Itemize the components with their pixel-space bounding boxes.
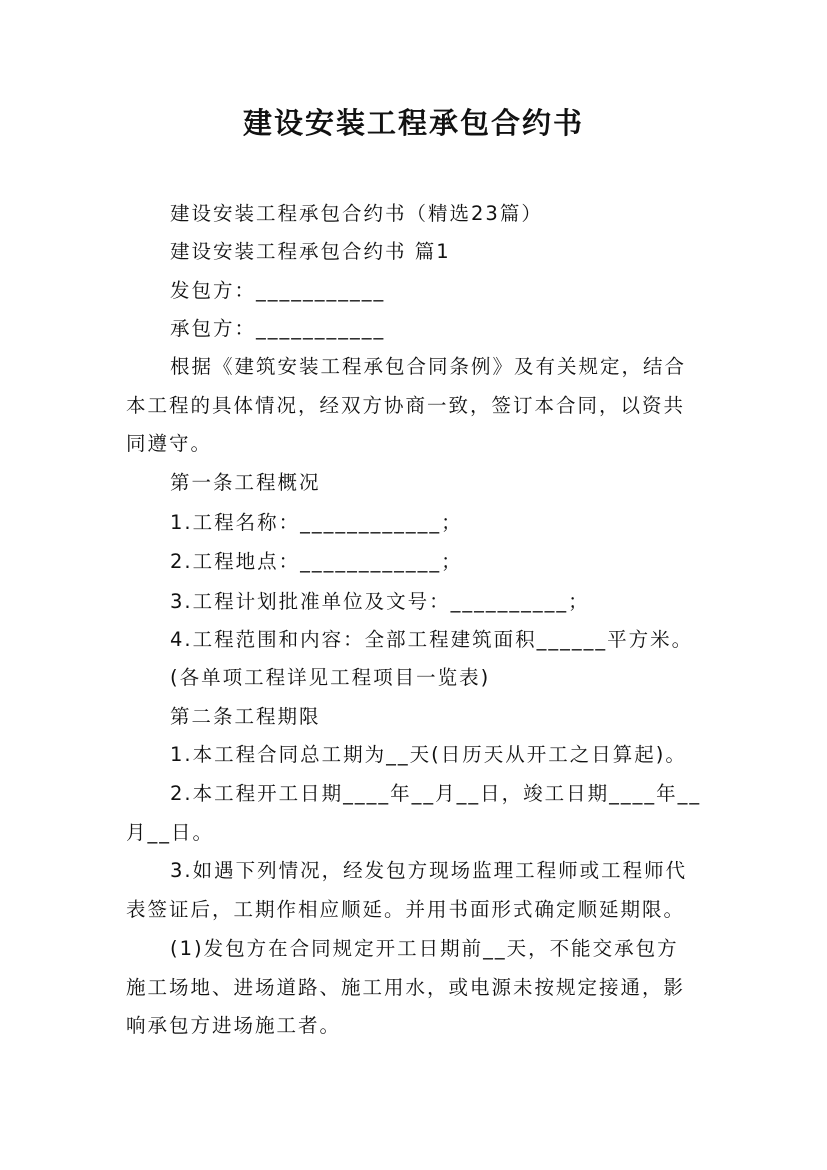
clause-line: 1.本工程合同总工期为__天(日历天从开工之日算起)。: [170, 743, 687, 766]
paragraph-line: 根据《建筑安装工程承包合同条例》及有关规定，结合: [170, 355, 687, 378]
subtitle-line: 建设安装工程承包合约书（精选23篇）: [170, 202, 543, 225]
article-heading: 第二条工程期限: [170, 705, 321, 728]
document-title: 建设安装工程承包合约书: [242, 106, 584, 140]
subclause-line: 响承包方进场施工者。: [126, 1014, 342, 1037]
clause-line: 月__日。: [126, 821, 215, 844]
clause-line: 1.工程名称：____________；: [170, 511, 463, 534]
section-heading: 建设安装工程承包合约书 篇1: [170, 240, 451, 263]
subclause-line: (1)发包方在合同规定开工日期前__天，不能交承包方: [170, 937, 679, 960]
clause-line: 3.工程计划批准单位及文号：__________；: [170, 590, 590, 613]
paragraph-line: 本工程的具体情况，经双方协商一致，签订本合同，以资共: [126, 394, 686, 417]
paragraph-line: 同遵守。: [126, 432, 213, 455]
clause-line: 表签证后，工期作相应顺延。并用书面形式确定顺延期限。: [126, 898, 686, 921]
clause-line: 2.本工程开工日期____年__月__日，竣工日期____年__: [170, 782, 702, 805]
clause-line: 4.工程范围和内容：全部工程建筑面积______平方米。: [170, 628, 694, 651]
clause-line: (各单项工程详见工程项目一览表): [170, 666, 491, 689]
clause-line: 2.工程地点：____________；: [170, 550, 463, 573]
article-heading: 第一条工程概况: [170, 471, 321, 494]
clause-line: 3.如遇下列情况，经发包方现场监理工程师或工程师代: [170, 859, 688, 882]
subclause-line: 施工场地、进场道路、施工用水，或电源未按规定接通，影: [126, 976, 686, 999]
party-a-line: 发包方：___________: [170, 279, 386, 302]
party-b-line: 承包方：___________: [170, 317, 386, 340]
